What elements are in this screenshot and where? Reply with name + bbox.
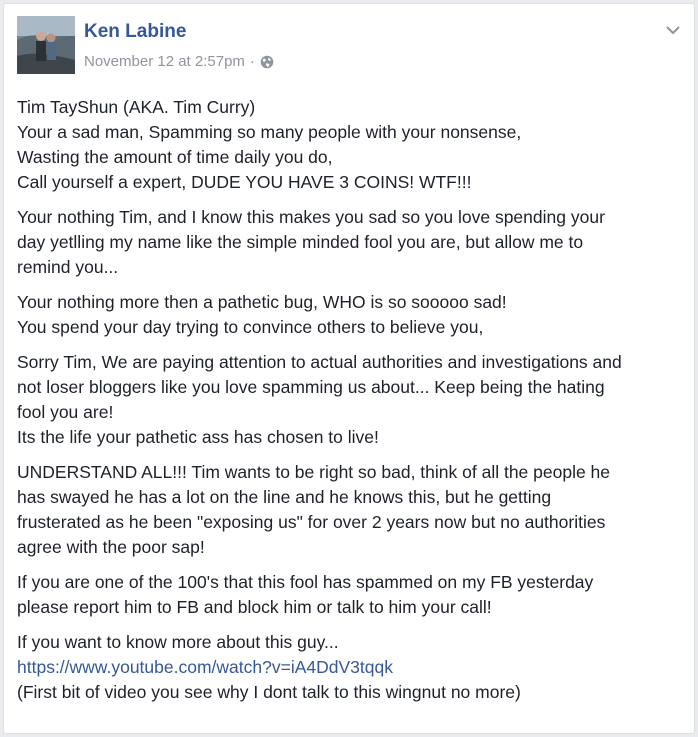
post-text-line: has swayed he has a lot on the line and he knows this, but he getting — [17, 487, 552, 507]
post-text-line: fool you are! — [17, 402, 114, 422]
post-text-line: You spend your day trying to convince others to believe you, — [17, 317, 484, 337]
paragraph-3 — [17, 290, 683, 340]
post-text-line: day yetlling my name like the simple minded fool you are, but allow me to — [17, 232, 584, 252]
avatar-photo — [17, 16, 75, 74]
timestamp[interactable]: November 12 at 2:57pm — [84, 53, 245, 70]
paragraph-4 — [17, 350, 683, 450]
paragraph-5 — [17, 460, 683, 560]
paragraph-6 — [17, 570, 683, 620]
post-text-line: UNDERSTAND ALL!!! Tim wants to be right so bad, think of all the people he — [17, 462, 611, 482]
post-text-line: remind you... — [17, 257, 119, 277]
post-text-line: frusterated as he been "exposing us" for over 2 years now but no authorities — [17, 512, 606, 532]
post-text-line: Your nothing Tim, and I know this makes you sad so you love spending your — [17, 207, 605, 227]
post-body — [17, 95, 683, 715]
paragraph-7 — [17, 630, 683, 705]
post-card — [3, 3, 695, 734]
meta-separator: · — [249, 53, 255, 70]
post-meta — [84, 53, 274, 70]
post-text-line: If you are one of the 100's that this fool has spammed on my FB yesterday — [17, 572, 594, 592]
post-text-line: (First bit of video you see why I dont talk to this wingnut no more) — [17, 682, 521, 702]
post-text-line: please report him to FB and block him or talk to him your call! — [17, 597, 492, 617]
globe-icon[interactable] — [260, 55, 274, 69]
post-text-line: Its the life your pathetic ass has chosen to live! — [17, 427, 379, 447]
post-text-line: Sorry Tim, We are paying attention to actual authorities and investigations and — [17, 352, 622, 372]
post-text-line: not loser bloggers like you love spamming us about... Keep being the hating — [17, 377, 605, 397]
post-text-line: If you want to know more about this guy... — [17, 632, 339, 652]
avatar[interactable] — [17, 16, 75, 74]
post-text-line: agree with the poor sap! — [17, 537, 205, 557]
post-text-line: Call yourself a expert, DUDE YOU HAVE 3 COINS! WTF!!! — [17, 172, 472, 192]
post-text-line: Wasting the amount of time daily you do, — [17, 147, 333, 167]
author-name[interactable]: Ken Labine — [84, 21, 187, 42]
post-text-line: Tim TayShun (AKA. Tim Curry) — [17, 97, 256, 117]
post-text-line: Your a sad man, Spamming so many people with your nonsense, — [17, 122, 522, 142]
paragraph-1 — [17, 95, 683, 195]
chevron-down-icon[interactable] — [665, 22, 681, 38]
post-text-line: Your nothing more then a pathetic bug, WHO is so sooooo sad! — [17, 292, 507, 312]
post-header — [17, 16, 681, 76]
paragraph-2 — [17, 205, 683, 280]
youtube-link[interactable]: https://www.youtube.com/watch?v=iA4DdV3tqqk — [17, 657, 393, 677]
